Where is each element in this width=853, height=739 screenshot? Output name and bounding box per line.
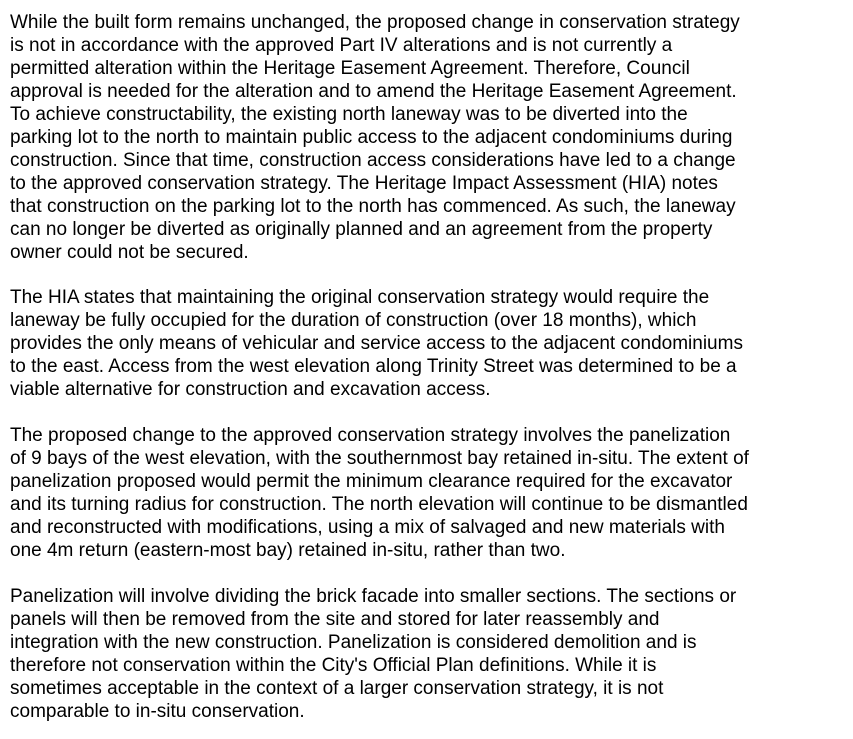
text-line: approval is needed for the alteration and to amend the Heritage Easement Agreement. bbox=[10, 80, 737, 102]
paragraph-panelization-proposal bbox=[10, 425, 846, 563]
text-line: comparable to in-situ conservation. bbox=[10, 700, 305, 722]
text-line: one 4m return (eastern-most bay) retained in-situ, rather than two. bbox=[10, 539, 566, 561]
text-line: provides the only means of vehicular and service access to the adjacent condominiums bbox=[10, 333, 743, 355]
text-line: to the east. Access from the west elevation along Trinity Street was determined to be a bbox=[10, 356, 737, 378]
text-line: sometimes acceptable in the context of a larger conservation strategy, it is not bbox=[10, 677, 664, 699]
text-line: and its turning radius for construction. The north elevation will continue to be dismantled bbox=[10, 493, 748, 515]
text-line: therefore not conservation within the City's Official Plan definitions. While it is bbox=[10, 654, 657, 676]
text-line: can no longer be diverted as originally planned and an agreement from the property bbox=[10, 218, 713, 240]
text-line: laneway be fully occupied for the duration of construction (over 18 months), which bbox=[10, 310, 697, 332]
text-line: that construction on the parking lot to the north has commenced. As such, the laneway bbox=[10, 195, 736, 217]
text-line: to the approved conservation strategy. The Heritage Impact Assessment (HIA) notes bbox=[10, 172, 718, 194]
text-line: owner could not be secured. bbox=[10, 241, 249, 263]
text-line: permitted alteration within the Heritage Easement Agreement. Therefore, Council bbox=[10, 57, 690, 79]
text-line: To achieve constructability, the existing north laneway was to be diverted into the bbox=[10, 103, 688, 125]
text-line: integration with the new construction. Panelization is considered demolition and is bbox=[10, 631, 697, 653]
paragraph-hia-laneway-access bbox=[10, 287, 846, 402]
text-line: is not in accordance with the approved Part IV alterations and is not currently a bbox=[10, 34, 673, 56]
text-line: The proposed change to the approved conservation strategy involves the panelization bbox=[10, 425, 731, 447]
document-body bbox=[10, 12, 846, 724]
text-line: viable alternative for construction and excavation access. bbox=[10, 379, 491, 401]
text-line: panelization proposed would permit the minimum clearance required for the excavator bbox=[10, 471, 733, 493]
text-line: of 9 bays of the west elevation, with the southernmost bay retained in-situ. The extent of bbox=[10, 448, 749, 470]
text-line: and reconstructed with modifications, using a mix of salvaged and new materials with bbox=[10, 516, 725, 538]
text-line: construction. Since that time, construction access considerations have led to a change bbox=[10, 149, 736, 171]
text-line: Panelization will involve dividing the brick facade into smaller sections. The sections or bbox=[10, 585, 737, 607]
paragraph-conservation-strategy-change bbox=[10, 12, 846, 264]
text-line: The HIA states that maintaining the original conservation strategy would require the bbox=[10, 287, 710, 309]
paragraph-panelization-definition bbox=[10, 586, 846, 724]
text-line: panels will then be removed from the site and stored for later reassembly and bbox=[10, 608, 660, 630]
text-line: parking lot to the north to maintain public access to the adjacent condominiums during bbox=[10, 126, 733, 148]
text-line: While the built form remains unchanged, the proposed change in conservation strategy bbox=[10, 12, 740, 33]
